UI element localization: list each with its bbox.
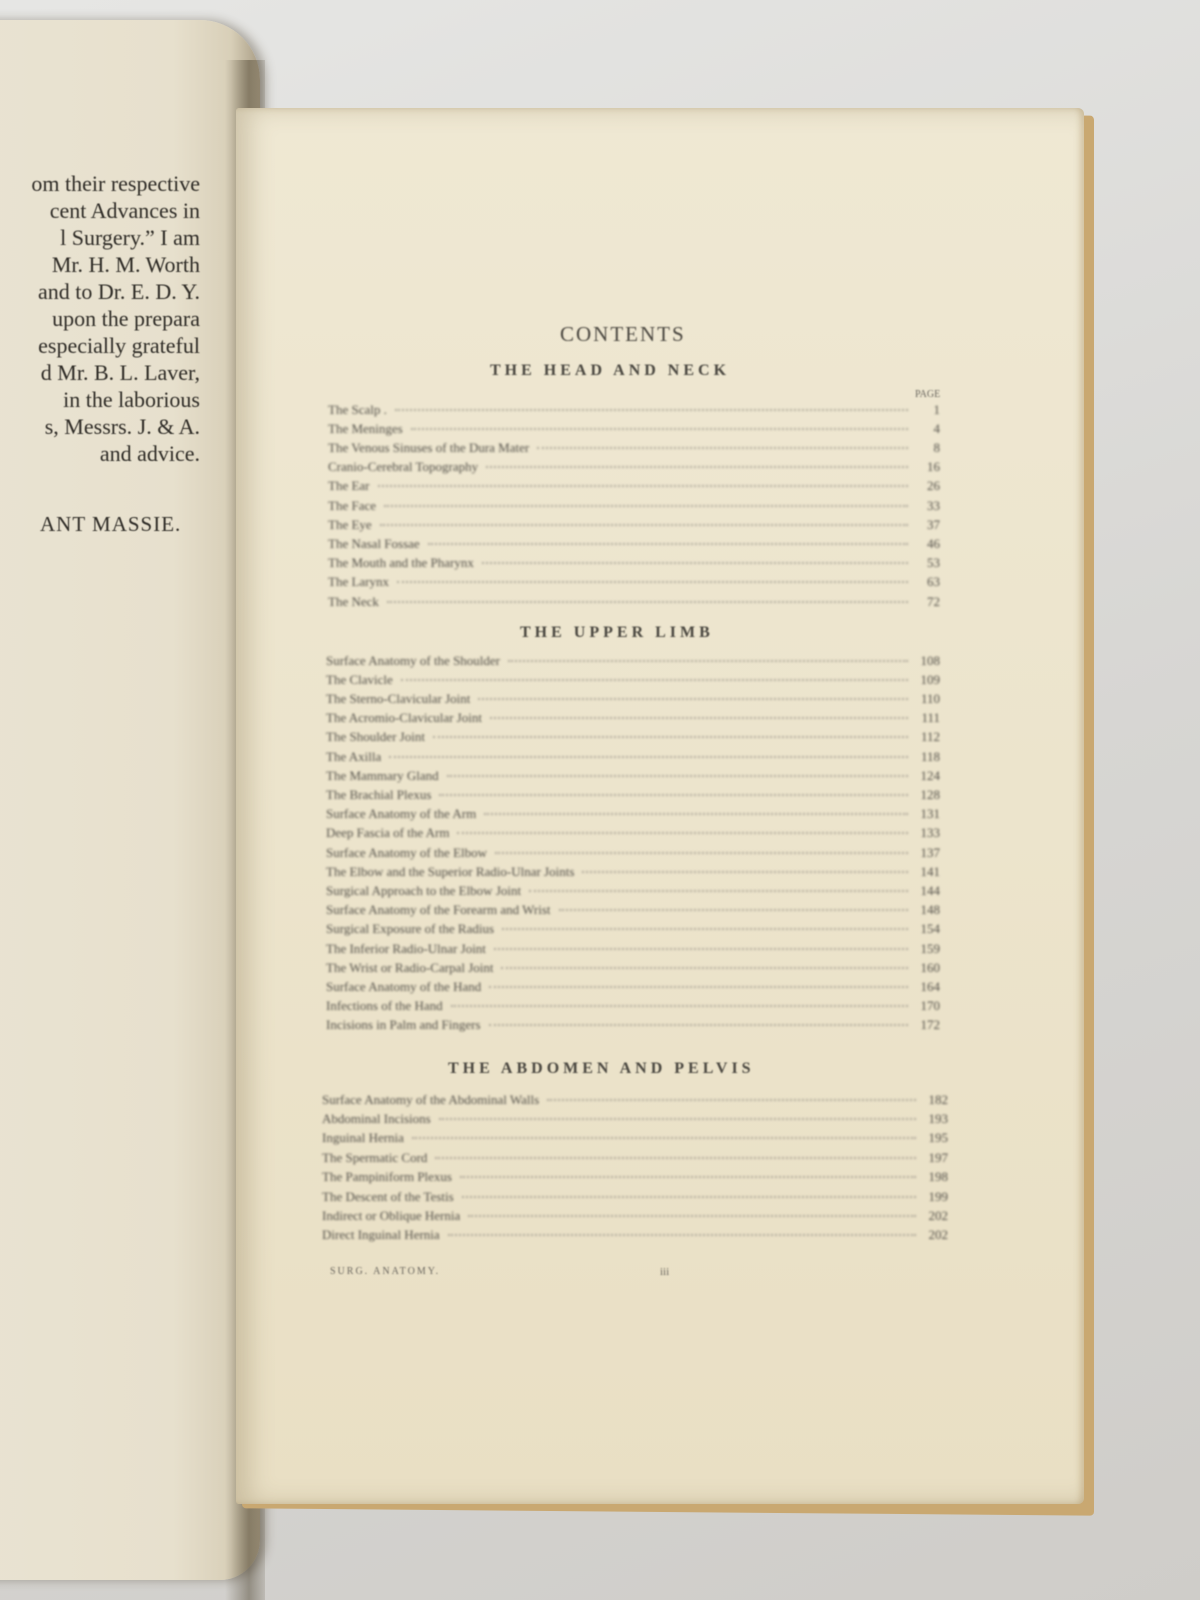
toc-entry-title: The Venous Sinuses of the Dura Mater <box>328 439 530 455</box>
toc-entry-title: The Neck <box>328 593 379 609</box>
dot-leader <box>529 890 908 892</box>
toc-entry <box>326 881 940 900</box>
toc-entry <box>326 651 940 670</box>
toc-entry <box>322 1168 948 1187</box>
toc-entry <box>326 766 940 785</box>
toc-entry-page: 8 <box>933 439 940 455</box>
dot-leader <box>457 832 908 834</box>
toc-entry <box>322 1206 948 1225</box>
toc-entry <box>328 496 940 515</box>
toc-entry-title: The Meninges <box>328 420 403 436</box>
folio-number: iii <box>660 1266 670 1278</box>
dot-leader <box>502 928 908 930</box>
toc-entry-page: 46 <box>927 535 940 551</box>
toc-entry <box>326 901 940 920</box>
dot-leader <box>435 1157 916 1159</box>
toc-entry-page: 111 <box>921 710 940 726</box>
dot-leader <box>494 948 908 950</box>
toc-entry-page: 137 <box>920 844 940 860</box>
toc-entry <box>326 958 940 977</box>
toc-entry <box>326 785 940 804</box>
dot-leader <box>484 813 908 815</box>
dot-leader <box>448 1234 916 1236</box>
toc-entry-title: The Elbow and the Superior Radio-Ulnar Joints <box>326 863 575 879</box>
toc-entry-page: 37 <box>927 516 940 532</box>
toc-entry-title: Surgical Exposure of the Radius <box>326 921 495 937</box>
toc-entry-title: Indirect or Oblique Hernia <box>322 1207 461 1223</box>
toc-entry-title: The Ear <box>328 478 370 494</box>
text-line: cent Advances in <box>49 198 200 223</box>
toc-entry-page: 160 <box>920 959 940 975</box>
toc-entry-page: 118 <box>920 748 940 764</box>
toc-entry-title: Deep Fascia of the Arm <box>326 825 450 841</box>
toc-entry-page: 197 <box>928 1149 948 1165</box>
dot-leader <box>428 543 908 545</box>
toc-entry-page: 1 <box>933 401 940 417</box>
toc-entry <box>322 1226 948 1245</box>
dot-leader <box>384 505 908 507</box>
toc-entry-page: 202 <box>928 1227 948 1243</box>
page-column-label: PAGE <box>915 389 941 400</box>
toc-entry-title: The Larynx <box>328 574 390 590</box>
toc-entry-title: The Wrist or Radio-Carpal Joint <box>326 959 494 975</box>
toc-entry-title: Surface Anatomy of the Elbow <box>326 844 488 860</box>
toc-entry <box>326 977 940 996</box>
dot-leader <box>495 852 908 854</box>
text-line: in the laborious <box>63 387 200 412</box>
dot-leader <box>439 1118 916 1120</box>
toc-entry-page: 108 <box>920 652 940 668</box>
toc-entry-page: 159 <box>920 940 940 956</box>
signature-mark: SURG. ANATOMY. <box>330 1266 441 1277</box>
toc-entry <box>328 438 940 457</box>
toc-entry-title: The Sterno-Clavicular Joint <box>326 690 471 706</box>
toc-entry-page: 199 <box>928 1188 948 1204</box>
dot-leader <box>482 562 908 564</box>
toc-entry <box>328 592 940 611</box>
toc-entry <box>328 477 940 496</box>
toc-entry-page: 26 <box>927 478 940 494</box>
toc-entry-page: 131 <box>920 806 940 822</box>
toc-entry-title: The Acromio-Clavicular Joint <box>326 710 482 726</box>
toc-entry-title: Abdominal Incisions <box>322 1110 431 1126</box>
toc-entry-page: 133 <box>920 825 940 841</box>
section-heading: THE ABDOMEN AND PELVIS <box>448 1060 755 1077</box>
toc-entry-title: The Scalp . <box>328 401 387 417</box>
author-signature: ANT MASSIE. <box>40 512 182 536</box>
toc-entry-title: The Face <box>328 497 377 513</box>
toc-entry <box>326 689 940 708</box>
toc-entry-page: 170 <box>920 998 940 1014</box>
text-line: s, Messrs. J. & A. <box>44 414 200 439</box>
dot-leader <box>462 1196 916 1198</box>
section-heading: THE UPPER LIMB <box>520 624 714 641</box>
toc-entry-title: The Clavicle <box>326 671 393 687</box>
toc-entry-title: The Shoulder Joint <box>326 729 425 745</box>
dot-leader <box>433 736 908 738</box>
text-line: d Mr. B. L. Laver, <box>40 360 200 385</box>
toc-entry-page: 195 <box>928 1130 948 1146</box>
toc-entry-page: 141 <box>920 863 940 879</box>
toc-entry-page: 63 <box>927 574 940 590</box>
dot-leader <box>478 698 908 700</box>
toc-entry-title: Incisions in Palm and Fingers <box>326 1017 481 1033</box>
dot-leader <box>397 581 908 583</box>
toc-entry-title: Cranio-Cerebral Topography <box>328 459 479 475</box>
toc-entry-title: The Brachial Plexus <box>326 786 432 802</box>
toc-entry-title: Infections of the Hand <box>326 998 443 1014</box>
toc-entry <box>328 573 940 592</box>
toc-entry-title: Surface Anatomy of the Hand <box>326 978 482 994</box>
text-line: and advice. <box>99 441 200 466</box>
toc-entry <box>326 1016 940 1035</box>
toc-entry-title: Surface Anatomy of the Shoulder <box>326 652 501 668</box>
text-line: Mr. H. M. Worth <box>51 252 200 277</box>
toc-entry <box>328 400 940 419</box>
text-line: especially grateful <box>38 333 200 358</box>
toc-entry <box>328 458 940 477</box>
toc-entry <box>322 1109 948 1128</box>
toc-entry-page: 172 <box>920 1017 940 1033</box>
dot-leader <box>537 447 908 449</box>
dot-leader <box>439 794 908 796</box>
dot-leader <box>501 967 908 969</box>
dot-leader <box>412 1137 916 1139</box>
toc-entry <box>326 824 940 843</box>
dot-leader <box>489 1024 908 1026</box>
toc-entry-title: The Pampiniform Plexus <box>322 1169 452 1185</box>
toc-entry <box>326 939 940 958</box>
toc-entry <box>328 515 940 534</box>
toc-entry-page: 124 <box>920 767 940 783</box>
toc-entry-title: The Descent of the Testis <box>322 1188 454 1204</box>
dot-leader <box>380 524 908 526</box>
text-line: and to Dr. E. D. Y. <box>38 279 200 304</box>
toc-entry <box>328 419 940 438</box>
toc-entry-page: 128 <box>920 786 940 802</box>
dot-leader <box>389 756 908 758</box>
toc-entry-title: The Spermatic Cord <box>322 1149 428 1165</box>
toc-entry <box>326 747 940 766</box>
toc-entry <box>326 709 940 728</box>
toc-entry <box>326 728 940 747</box>
toc-entry-page: 193 <box>928 1110 948 1126</box>
dot-leader <box>451 1005 908 1007</box>
dot-leader <box>508 660 908 662</box>
dot-leader <box>547 1099 916 1101</box>
toc-entry <box>328 554 940 573</box>
toc-entry-page: 144 <box>920 882 940 898</box>
dot-leader <box>387 601 908 603</box>
toc-entry-page: 202 <box>928 1207 948 1223</box>
dot-leader <box>395 409 908 411</box>
toc-entry-page: 164 <box>920 978 940 994</box>
dot-leader <box>489 986 908 988</box>
toc-entry-page: 112 <box>920 729 940 745</box>
toc-entry-title: The Axilla <box>326 748 382 764</box>
toc-entry-title: Surface Anatomy of the Abdominal Walls <box>322 1091 540 1107</box>
toc-entry-title: The Nasal Fossae <box>328 535 420 551</box>
toc-entry <box>326 997 940 1016</box>
toc-entry <box>322 1129 948 1148</box>
toc-entry <box>326 670 940 689</box>
dot-leader <box>378 485 908 487</box>
toc-entry-title: The Mammary Gland <box>326 767 439 783</box>
toc-entry-title: Direct Inguinal Hernia <box>322 1227 440 1243</box>
toc-entry-title: Surface Anatomy of the Arm <box>326 806 477 822</box>
dot-leader <box>447 775 908 777</box>
toc-entry <box>322 1148 948 1167</box>
toc-entry <box>326 920 940 939</box>
dot-leader <box>468 1215 916 1217</box>
toc-entry-page: 182 <box>928 1091 948 1107</box>
toc-entry-title: The Mouth and the Pharynx <box>328 555 474 571</box>
dot-leader <box>411 428 908 430</box>
toc-entry-page: 148 <box>920 902 940 918</box>
text-line: l Surgery.” I am <box>60 225 200 250</box>
toc-entry-title: Surface Anatomy of the Forearm and Wrist <box>326 902 551 918</box>
dot-leader <box>490 717 908 719</box>
toc-entry <box>326 805 940 824</box>
contents-title: CONTENTS <box>560 322 686 346</box>
toc-entry-page: 4 <box>933 420 940 436</box>
dot-leader <box>460 1176 916 1178</box>
dot-leader <box>486 466 908 468</box>
toc-entry <box>326 843 940 862</box>
section-heading: THE HEAD AND NECK <box>490 362 731 379</box>
dot-leader <box>401 679 908 681</box>
toc-entry-page: 110 <box>920 690 940 706</box>
toc-entry-page: 109 <box>920 671 940 687</box>
toc-entry-title: Inguinal Hernia <box>322 1130 404 1146</box>
toc-entry-page: 33 <box>927 497 940 513</box>
toc-entry <box>326 862 940 881</box>
text-line: upon the prepara <box>52 306 200 331</box>
left-page-text <box>31 170 200 467</box>
toc-entry-page: 53 <box>927 555 940 571</box>
toc-entry-page: 154 <box>920 921 940 937</box>
dot-leader <box>559 909 908 911</box>
toc-entry-page: 198 <box>928 1169 948 1185</box>
toc-entry-title: Surgical Approach to the Elbow Joint <box>326 882 522 898</box>
toc-entry-title: The Eye <box>328 516 372 532</box>
dot-leader <box>582 871 908 873</box>
text-line: om their respective <box>31 171 200 196</box>
toc-entry-page: 16 <box>927 459 940 475</box>
toc-entry <box>322 1090 948 1109</box>
toc-entry <box>322 1187 948 1206</box>
toc-entry <box>328 534 940 553</box>
toc-entry-page: 72 <box>927 593 940 609</box>
toc-entry-title: The Inferior Radio-Ulnar Joint <box>326 940 486 956</box>
